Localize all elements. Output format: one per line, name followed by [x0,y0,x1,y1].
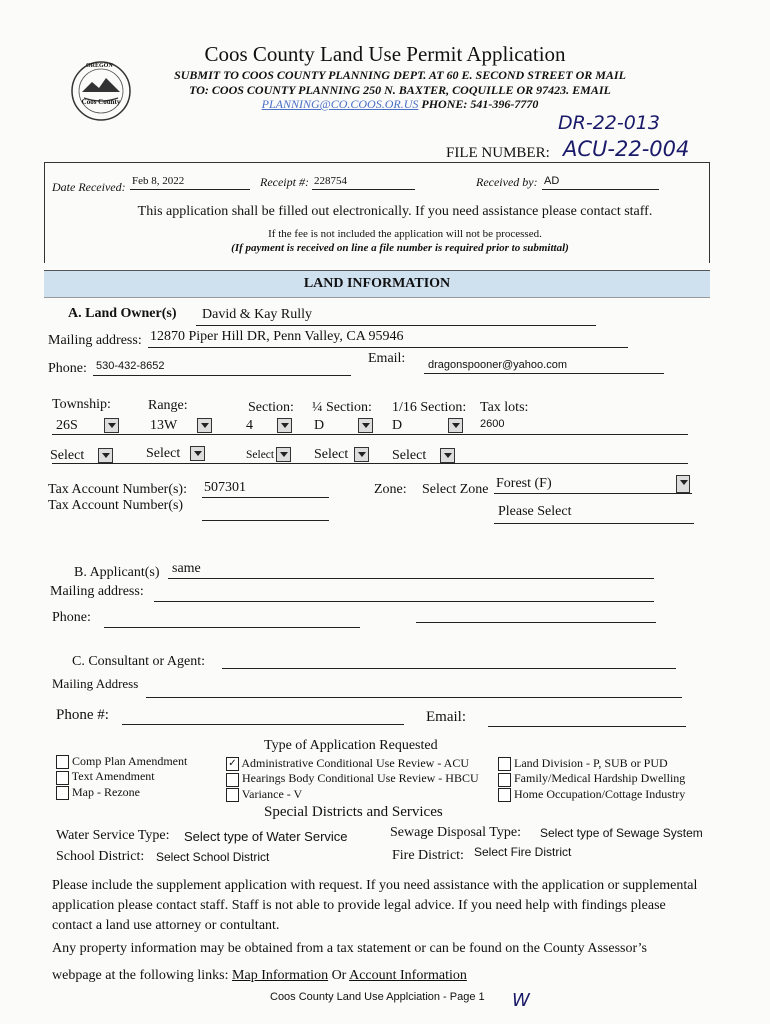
or-text: Or [331,968,347,983]
extra-select-c[interactable] [246,445,291,463]
tax-account-label-2: Tax Account Number(s) [48,498,184,513]
date-received-label: Date Received: [52,180,126,194]
phone-value[interactable]: 530-432-8652 [96,360,165,372]
zone-select-label: Select Zone [422,482,489,497]
received-by-value[interactable]: AD [544,175,560,187]
select-d-label: Select [314,447,349,462]
home-occupation-label: Home Occupation/Cottage Industry [514,786,686,801]
township-label: Township: [52,397,111,412]
handwritten-initials: W [512,990,530,1011]
consultant-mailing-label: Mailing Address [52,676,139,691]
comp-plan-checkbox[interactable] [56,755,69,769]
select-a-dropdown-icon[interactable] [98,448,113,463]
range-label: Range: [148,398,188,413]
section-dropdown-icon[interactable] [277,418,292,433]
mailing-address-value[interactable]: 12870 Piper Hill DR, Penn Valley, CA 95946 [150,329,404,344]
zone-label: Zone: [374,482,407,497]
text-amendment-label: Text Amendment [71,769,155,784]
range-dropdown-icon[interactable] [197,418,212,433]
text-amendment-checkbox[interactable] [56,771,69,785]
variance-label: Variance - V [241,786,303,801]
variance-checkbox[interactable] [226,788,239,802]
comp-plan-label: Comp Plan Amendment [72,754,188,768]
acu-label: Administrative Conditional Use Review - ACU [241,756,469,770]
applicant-mailing-field[interactable] [154,601,654,602]
planning-phone: PHONE: 541-396-7770 [421,97,539,111]
land-information-banner [44,270,710,298]
sewage-label: Sewage Disposal Type: [390,825,521,840]
extra-select-e[interactable] [392,446,455,464]
select-e-dropdown-icon[interactable] [440,448,455,463]
comp-plan-option[interactable] [56,754,187,769]
hbcu-checkbox[interactable] [226,773,239,787]
select-b-dropdown-icon[interactable] [190,446,205,461]
property-info-line-1: Any property information may be obtained from a tax statement or can be found on the County Assessor’s [52,941,647,956]
app-type-col-2 [226,756,479,802]
extra-select-b[interactable] [146,444,205,462]
school-district-dropdown[interactable]: Select School District [156,850,270,864]
handwritten-dr-number: DR-22-013 [558,112,660,134]
fire-district-label: Fire District: [392,848,464,863]
consultant-phone-label: Phone #: [56,707,109,723]
supplement-paragraph: Please include the supplement application with request. If you need assistance with the application or supplemental application please contact staff. Staff is not able to provide legal advice. If you need help with findings please contact a land use attorney or contultant. [52,878,698,933]
zone-dropdown-icon[interactable] [676,475,690,493]
applicant-phone-field[interactable] [104,627,360,628]
submit-line-2: TO: COOS COUNTY PLANNING 250 N. BAXTER, COQUILLE OR 97423. EMAIL [189,83,611,97]
section-label: Section: [248,400,294,415]
select-b-label: Select [146,446,181,461]
phone-line [93,375,351,376]
township-value: 26S [56,418,78,433]
land-division-label: Land Division - P, SUB or PUD [514,756,668,770]
map-rezone-label: Map - Rezone [72,784,140,799]
sixteenth-section-value: D [392,418,403,433]
extra-select-d[interactable] [314,445,369,463]
page-title: Coos County Land Use Permit Application [204,42,566,66]
consultant-phone-field[interactable] [122,724,404,725]
map-rezone-option[interactable] [56,785,187,800]
hardship-dwelling-label: Family/Medical Hardship Dwelling [514,771,686,786]
date-received-value[interactable]: Feb 8, 2022 [132,175,185,187]
quarter-dropdown-icon[interactable] [358,418,373,433]
sixteenth-section-label: 1/16 Section: [392,400,467,415]
extra-select-a[interactable] [50,446,113,464]
quarter-section-label: ¼ Section: [312,400,372,415]
contact-line [0,97,770,112]
please-select-line [494,523,694,524]
consultant-mailing-field[interactable] [146,697,682,698]
sixteenth-section-select[interactable] [392,416,463,434]
receipt-label: Receipt #: [260,175,309,189]
applicant-label: B. Applicant(s) [74,565,160,580]
variance-option[interactable] [226,787,479,802]
hbcu-label: Hearings Body Conditional Use Review - HBCU [242,771,479,786]
planning-email-link[interactable]: PLANNING@CO.COOS.OR.US [261,97,419,111]
app-type-col-3 [498,756,685,802]
receipt-line [312,189,415,190]
file-number-label: FILE NUMBER: [446,145,550,161]
received-by-line [542,189,659,190]
tax-account-line [202,497,329,498]
account-information-link[interactable]: Account Information [349,968,467,983]
school-district-label: School District: [56,849,145,864]
township-dropdown-icon[interactable] [104,418,119,433]
hardship-dwelling-checkbox[interactable] [498,773,511,787]
electronic-notice: This application shall be filled out electronically. If you need assistance please contact staff. [137,204,653,219]
links-intro: webpage at the following links: [52,968,229,983]
email-line [424,373,664,374]
home-occupation-checkbox[interactable] [498,788,511,802]
township-row-line [52,434,688,435]
select-c-dropdown-icon[interactable] [276,447,291,462]
map-information-link[interactable]: Map Information [232,968,329,983]
email-value[interactable]: dragonspooner@yahoo.com [428,359,567,371]
applicant-line [168,578,654,579]
water-service-label: Water Service Type: [56,828,170,843]
quarter-section-value: D [314,418,325,433]
receipt-value[interactable]: 228754 [314,175,347,187]
email-label: Email: [368,351,406,366]
acu-option[interactable] [226,756,479,771]
application-type-title: Type of Application Requested [264,738,438,753]
land-division-option[interactable] [498,756,685,771]
text-amendment-option[interactable] [56,769,187,784]
select-a-label: Select [50,448,85,463]
please-select-dropdown[interactable]: Please Select [498,504,572,519]
districts-title: Special Districts and Services [264,804,443,820]
date-line [130,189,250,190]
map-rezone-checkbox[interactable] [56,786,69,800]
seal-top-text: OREGON [86,63,113,69]
phone-label: Phone: [48,361,87,376]
property-info-line-2 [52,968,467,984]
hardship-dwelling-option[interactable] [498,771,685,786]
range-select[interactable] [150,416,212,434]
land-information-title: LAND INFORMATION [303,276,451,291]
quarter-section-select[interactable] [314,416,373,434]
section-select[interactable] [246,416,292,434]
payment-note: (If payment is received on line a file number is required prior to submittal) [231,242,569,254]
applicant-email-field[interactable] [416,622,656,623]
acu-checkbox[interactable]: ✓ [226,757,239,771]
mailing-address-label: Mailing address: [48,333,142,348]
owner-line [196,325,596,326]
consultant-email-label: Email: [426,709,466,725]
applicant-value[interactable]: same [172,561,201,576]
fee-note: If the fee is not included the application will not be processed. [268,228,542,240]
fire-district-dropdown[interactable]: Select Fire District [474,845,572,859]
tax-account-line-2 [202,520,329,521]
select-d-dropdown-icon[interactable] [354,447,369,462]
select-row-line [52,463,688,464]
mailing-line [148,347,628,348]
select-c-label: Select [246,449,275,461]
received-by-label: Received by: [476,175,538,189]
page-footer: Coos County Land Use Applciation - Page 1 [270,991,485,1003]
range-value: 13W [150,418,178,433]
seal-mid-text: Coos County [81,98,121,106]
land-division-checkbox[interactable] [498,757,511,771]
land-owner-label: A. Land Owner(s) [68,306,177,321]
tax-account-label: Tax Account Number(s): [48,482,187,497]
home-occupation-option[interactable] [498,787,685,802]
township-select[interactable] [56,416,119,434]
app-type-col-1 [56,754,187,800]
tax-lots-value[interactable]: 2600 [480,418,505,430]
sewage-dropdown[interactable]: Select type of Sewage System [540,826,703,840]
consultant-email-field[interactable] [488,726,686,727]
handwritten-file-number: ACU-22-004 [563,137,690,161]
consultant-field[interactable] [222,668,676,669]
submit-line-1: SUBMIT TO COOS COUNTY PLANNING DEPT. AT 60 E. SECOND STREET OR MAIL [174,68,626,82]
section-value: 4 [246,418,253,433]
select-e-label: Select [392,448,427,463]
zone-value: Forest (F) [496,476,552,491]
tax-account-value[interactable]: 507301 [204,480,246,495]
applicant-phone-label: Phone: [52,610,91,625]
applicant-mailing-label: Mailing address: [50,584,144,599]
tax-lots-label: Tax lots: [480,400,529,415]
sixteenth-dropdown-icon[interactable] [448,418,463,433]
land-owner-value[interactable]: David & Kay Rully [202,307,313,322]
consultant-label: C. Consultant or Agent: [72,654,205,669]
zone-dropdown[interactable] [494,473,692,494]
water-service-dropdown[interactable]: Select type of Water Service [184,829,348,844]
hbcu-option[interactable] [226,771,479,786]
